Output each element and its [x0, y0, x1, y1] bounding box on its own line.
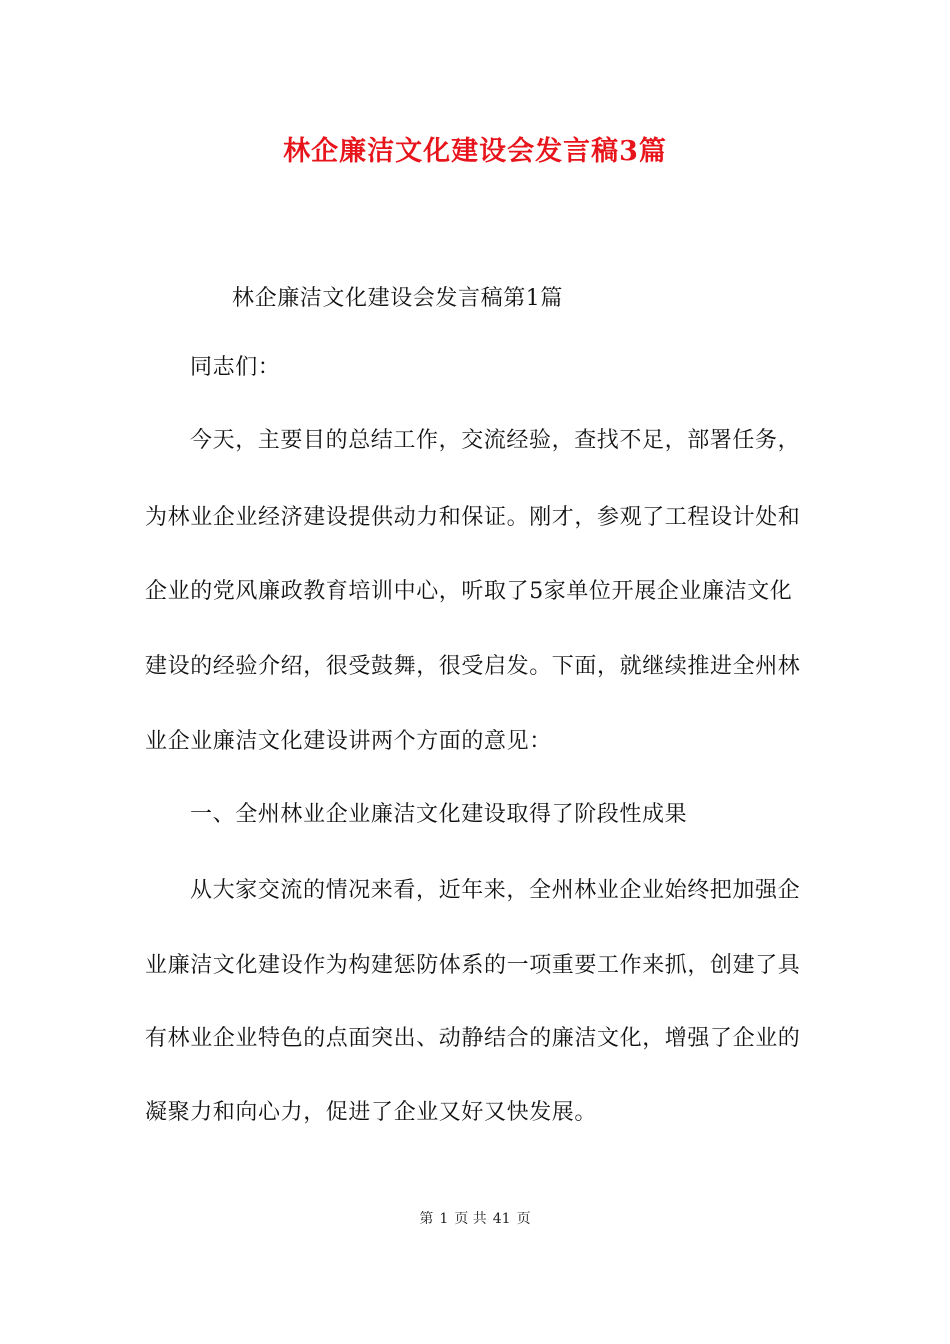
footer-suffix: 页	[516, 1211, 531, 1227]
document-title: 林企廉洁文化建设会发言稿3篇	[283, 136, 667, 167]
footer-mid: 页 共	[454, 1211, 487, 1227]
footer-total-pages: 41	[492, 1211, 511, 1227]
paragraph-line: 业企业廉洁文化建设讲两个方面的意见：	[145, 729, 552, 754]
subsection-heading: 一、全州林业企业廉洁文化建设取得了阶段性成果	[190, 802, 688, 827]
salutation: 同志们：	[190, 355, 281, 380]
paragraph-line: 为林业企业经济建设提供动力和保证。刚才，参观了工程设计处和	[145, 505, 801, 530]
page-footer	[0, 1209, 950, 1229]
paragraph-line: 有林业企业特色的点面突出、动静结合的廉洁文化，增强了企业的	[145, 1026, 801, 1051]
footer-prefix: 第	[419, 1211, 434, 1227]
footer-current-page: 1	[439, 1211, 449, 1227]
section-heading: 林企廉洁文化建设会发言稿第1篇	[232, 286, 563, 311]
paragraph-line: 企业的党风廉政教育培训中心，听取了5家单位开展企业廉洁文化	[145, 579, 793, 604]
paragraph-line: 今天，主要目的总结工作，交流经验，查找不足，部署任务，	[190, 428, 801, 453]
paragraph-line: 业廉洁文化建设作为构建惩防体系的一项重要工作来抓，创建了具	[145, 953, 801, 978]
paragraph-line: 从大家交流的情况来看，近年来，全州林业企业始终把加强企	[190, 878, 801, 903]
paragraph-line: 凝聚力和向心力，促进了企业又好又快发展。	[145, 1100, 598, 1125]
paragraph-line: 建设的经验介绍，很受鼓舞，很受启发。下面，就继续推进全州林	[145, 654, 801, 679]
